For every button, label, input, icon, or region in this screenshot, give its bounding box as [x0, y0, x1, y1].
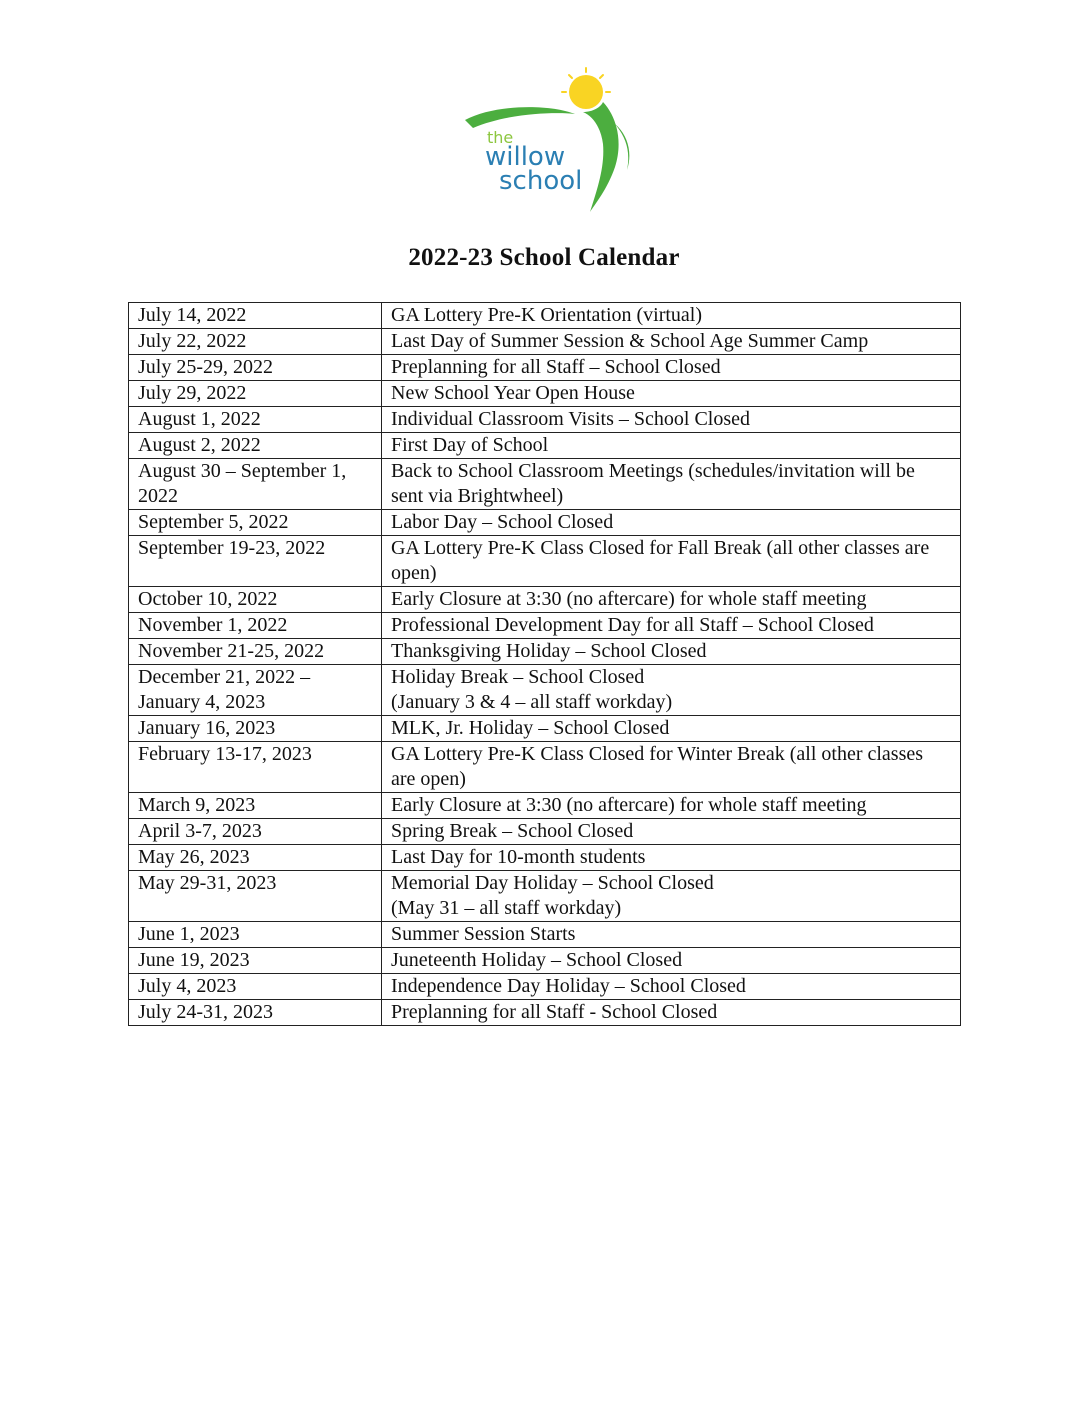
calendar-date: July 29, 2022	[129, 381, 382, 407]
calendar-event	[382, 407, 961, 433]
calendar-date: November 1, 2022	[129, 613, 382, 639]
willow-tree-logo-icon	[455, 62, 645, 217]
calendar-table	[128, 302, 961, 1026]
calendar-row	[129, 407, 961, 433]
calendar-row	[129, 1000, 961, 1026]
calendar-event-text: Independence Day Holiday – School Closed	[391, 975, 746, 997]
logo-text-school: school	[499, 166, 583, 196]
calendar-date: June 1, 2023	[129, 922, 382, 948]
calendar-event-text: Memorial Day Holiday – School Closed	[391, 872, 714, 894]
logo-text-the: the	[487, 128, 514, 147]
calendar-event	[382, 639, 961, 665]
calendar-row	[129, 459, 961, 510]
calendar-event	[382, 742, 961, 793]
calendar-row	[129, 948, 961, 974]
calendar-date: November 21-25, 2022	[129, 639, 382, 665]
calendar-event-text: MLK, Jr. Holiday – School Closed	[391, 717, 670, 739]
calendar-row	[129, 433, 961, 459]
calendar-date: August 1, 2022	[129, 407, 382, 433]
calendar-date: September 19-23, 2022	[129, 536, 382, 587]
calendar-event	[382, 329, 961, 355]
calendar-date: July 22, 2022	[129, 329, 382, 355]
calendar-event-text: Preplanning for all Staff – School Closed	[391, 356, 721, 378]
calendar-row	[129, 303, 961, 329]
calendar-event-text: Holiday Break – School Closed	[391, 666, 645, 688]
calendar-date: February 13-17, 2023	[129, 742, 382, 793]
calendar-event	[382, 613, 961, 639]
calendar-row	[129, 355, 961, 381]
calendar-event-note: (January 3 & 4 – all staff workday)	[391, 691, 673, 713]
calendar-date: July 14, 2022	[129, 303, 382, 329]
calendar-row	[129, 329, 961, 355]
calendar-row	[129, 381, 961, 407]
calendar-event-text: New School Year Open House	[391, 382, 635, 404]
calendar-row	[129, 871, 961, 922]
calendar-row	[129, 716, 961, 742]
calendar-event-text: Preplanning for all Staff - School Closed	[391, 1001, 718, 1023]
calendar-event	[382, 665, 961, 716]
calendar-event	[382, 871, 961, 922]
calendar-event-text: Individual Classroom Visits – School Closed	[391, 408, 750, 430]
calendar-event	[382, 587, 961, 613]
calendar-date: July 24-31, 2023	[129, 1000, 382, 1026]
calendar-row	[129, 587, 961, 613]
calendar-row	[129, 742, 961, 793]
calendar-event	[382, 459, 961, 510]
calendar-event	[382, 716, 961, 742]
calendar-event-text: GA Lottery Pre-K Orientation (virtual)	[391, 304, 703, 326]
calendar-event-text: Last Day for 10-month students	[391, 846, 646, 868]
calendar-event-text: Last Day of Summer Session & School Age Summer Camp	[391, 330, 869, 352]
calendar-row	[129, 510, 961, 536]
calendar-event-text: Juneteenth Holiday – School Closed	[391, 949, 683, 971]
calendar-event-text: Labor Day – School Closed	[391, 511, 614, 533]
calendar-row	[129, 639, 961, 665]
calendar-event	[382, 1000, 961, 1026]
calendar-date: October 10, 2022	[129, 587, 382, 613]
calendar-event	[382, 948, 961, 974]
calendar-row	[129, 613, 961, 639]
calendar-event-text: Thanksgiving Holiday – School Closed	[391, 640, 707, 662]
calendar-date: June 19, 2023	[129, 948, 382, 974]
calendar-event-note: (May 31 – all staff workday)	[391, 897, 622, 919]
calendar-date: May 26, 2023	[129, 845, 382, 871]
calendar-event-text: Spring Break – School Closed	[391, 820, 634, 842]
calendar-event	[382, 433, 961, 459]
calendar-row	[129, 665, 961, 716]
calendar-date: January 16, 2023	[129, 716, 382, 742]
calendar-row	[129, 845, 961, 871]
calendar-event	[382, 381, 961, 407]
calendar-event	[382, 303, 961, 329]
calendar-event	[382, 974, 961, 1000]
calendar-event-text: Back to School Classroom Meetings (schedules/invitation will be sent via Brightwheel)	[391, 460, 915, 507]
calendar-date: July 4, 2023	[129, 974, 382, 1000]
calendar-event-text: GA Lottery Pre-K Class Closed for Winter Break (all other classes are open)	[391, 743, 924, 790]
calendar-row	[129, 819, 961, 845]
calendar-date: April 3-7, 2023	[129, 819, 382, 845]
calendar-event	[382, 922, 961, 948]
calendar-event	[382, 819, 961, 845]
calendar-date: December 21, 2022 – January 4, 2023	[129, 665, 382, 716]
calendar-event-text: GA Lottery Pre-K Class Closed for Fall Break (all other classes are open)	[391, 537, 930, 584]
logo-text-willow: willow	[485, 142, 566, 172]
calendar-row	[129, 974, 961, 1000]
calendar-row	[129, 793, 961, 819]
calendar-date: August 30 – September 1, 2022	[129, 459, 382, 510]
calendar-date: September 5, 2022	[129, 510, 382, 536]
calendar-event-text: Early Closure at 3:30 (no aftercare) for whole staff meeting	[391, 794, 867, 816]
calendar-event	[382, 510, 961, 536]
calendar-row	[129, 536, 961, 587]
calendar-event-text: First Day of School	[391, 434, 549, 456]
calendar-event-text: Summer Session Starts	[391, 923, 576, 945]
calendar-event-text: Professional Development Day for all Staff – School Closed	[391, 614, 874, 636]
calendar-event-text: Early Closure at 3:30 (no aftercare) for whole staff meeting	[391, 588, 867, 610]
sun-icon	[569, 75, 603, 109]
calendar-row	[129, 922, 961, 948]
school-logo	[455, 62, 645, 217]
calendar-date: May 29-31, 2023	[129, 871, 382, 922]
calendar-event	[382, 536, 961, 587]
calendar-date: March 9, 2023	[129, 793, 382, 819]
calendar-event	[382, 793, 961, 819]
calendar-date: August 2, 2022	[129, 433, 382, 459]
calendar-event	[382, 845, 961, 871]
calendar-event	[382, 355, 961, 381]
calendar-body	[129, 303, 961, 1026]
calendar-date: July 25-29, 2022	[129, 355, 382, 381]
page-title: 2022-23 School Calendar	[408, 244, 680, 271]
